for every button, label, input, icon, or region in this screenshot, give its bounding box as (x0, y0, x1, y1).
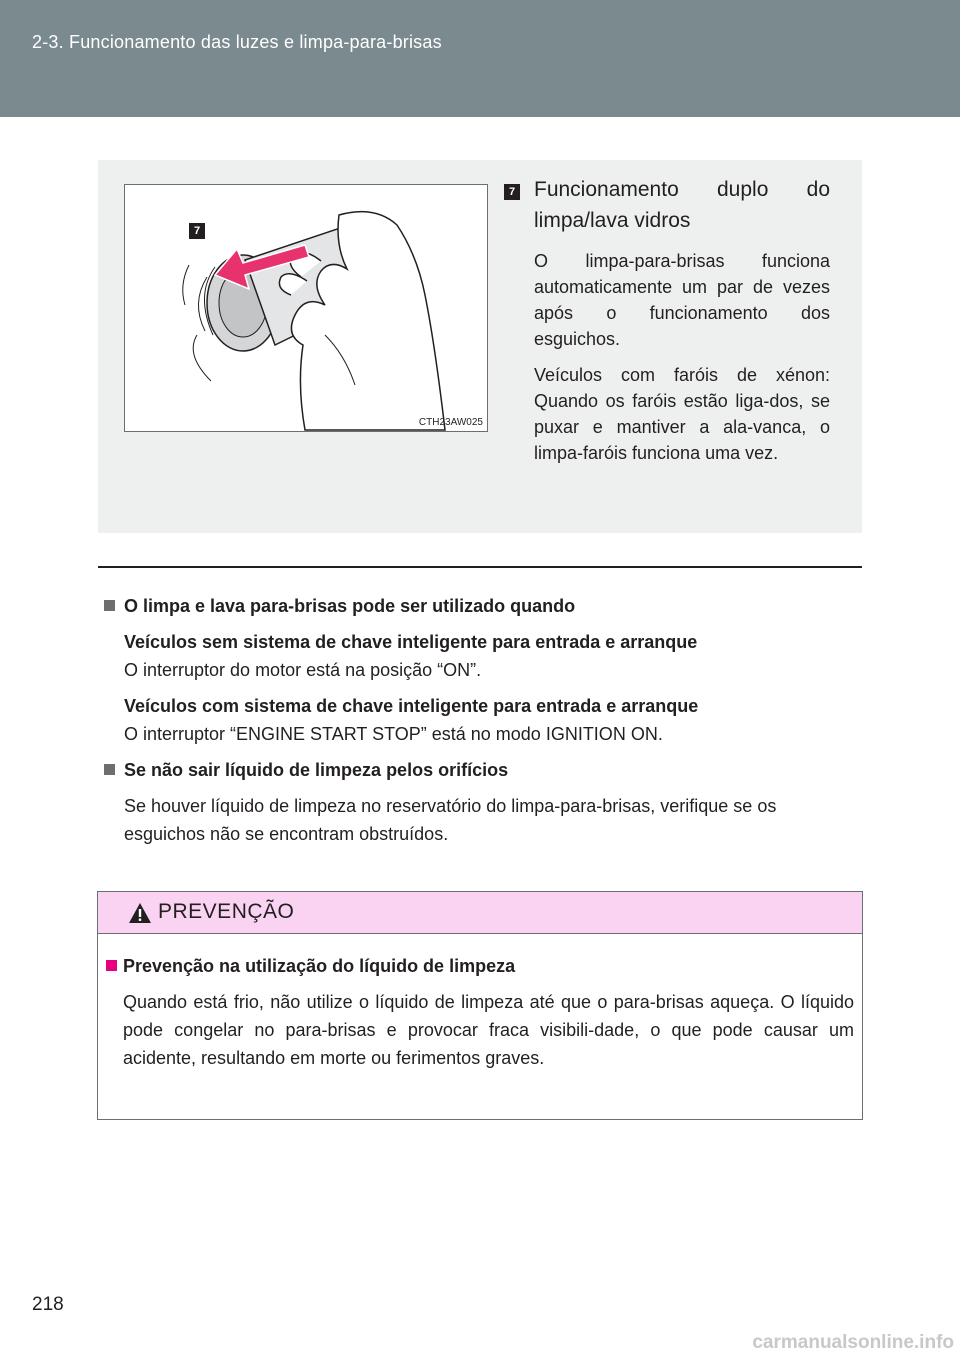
figure-paragraph: O limpa-para-brisas funciona automaticamente um par de vezes após o funcionamento dos esguichos. (534, 251, 830, 349)
illustration-step-marker: 7 (189, 223, 205, 239)
page-header (0, 0, 960, 117)
note-title-text: Se não sair líquido de limpeza pelos orifícios (124, 760, 509, 780)
page-number: 218 (32, 1294, 64, 1315)
figure-heading: Funcionamento duplo do limpa/lava vidros (534, 178, 830, 232)
hand-pulling-lever-drawing (125, 185, 487, 431)
watermark: carmanualsonline.info (752, 1332, 954, 1353)
section-divider (98, 566, 862, 568)
warning-triangle-icon (128, 902, 152, 924)
note-title (104, 592, 860, 620)
note-subtext: O interruptor “ENGINE START STOP” está no modo IGNITION ON. (124, 724, 663, 744)
note-body (104, 628, 860, 748)
section-title: 2-3. Funcionamento das luzes e limpa-para-brisas (32, 32, 442, 52)
illustration-code: CTH23AW025 (418, 417, 483, 428)
caution-title (106, 952, 854, 980)
note-title-text: O limpa e lava para-brisas pode ser utilizado quando (124, 596, 576, 616)
note-subtitle: Veículos sem sistema de chave inteligente para entrada e arranque (124, 632, 698, 652)
caution-text: Quando está frio, não utilize o líquido de limpeza até que o para-brisas aqueça. O líquido pode congelar no para-brisas e provocar fraca visibili-dade, o que pode causar um acidente, resultando em morte ou ferimentos graves. (123, 992, 854, 1068)
figure-paragraph: Veículos com faróis de xénon: Quando os faróis estão liga-dos, se puxar e mantiver a ala-vanca, o limpa-faróis funciona uma vez. (534, 365, 830, 463)
note-title (104, 756, 860, 784)
square-bullet-icon (104, 600, 115, 611)
note-subtitle: Veículos com sistema de chave inteligente para entrada e arranque (124, 696, 699, 716)
note-text: Se houver líquido de limpeza no reservatório do limpa-para-brisas, verifique se os esguichos não se encontram obstruídos. (124, 796, 777, 844)
wiper-lever-illustration (124, 184, 488, 432)
caution-body (106, 952, 854, 1072)
note-body (104, 792, 860, 848)
figure-description (534, 174, 830, 466)
caution-header (98, 892, 862, 934)
caution-label: PREVENÇÃO (158, 900, 295, 923)
caution-box (97, 891, 863, 1120)
square-bullet-icon (104, 764, 115, 775)
step-marker: 7 (504, 184, 520, 200)
note-subtext: O interruptor do motor está na posição “ON”. (124, 660, 482, 680)
figure-panel (98, 160, 862, 533)
notes-section (104, 592, 860, 848)
caution-title-text: Prevenção na utilização do líquido de limpeza (123, 956, 516, 976)
square-bullet-icon (106, 960, 117, 971)
